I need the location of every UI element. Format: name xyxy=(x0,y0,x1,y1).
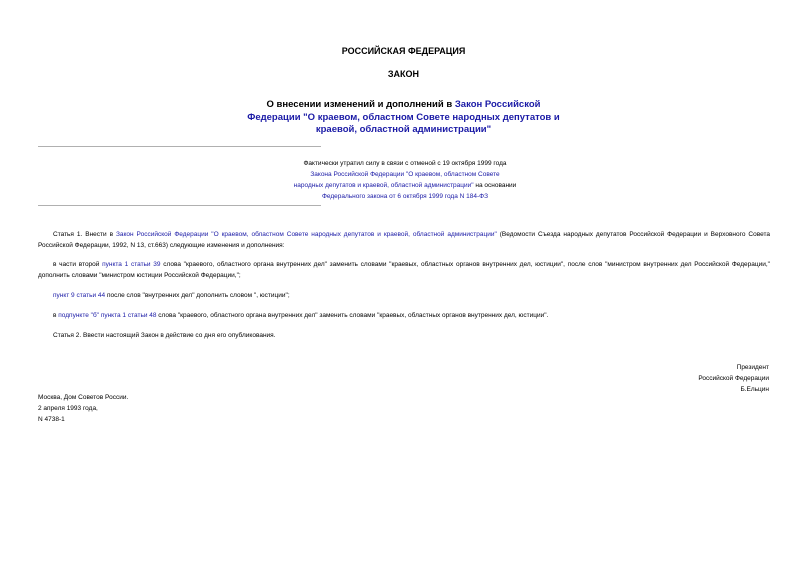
article-1-text: (Ведомости Съезда народных депутатов Российской Федерации и Верховного Совета Российской Федерации, 1992, N 13, ст.663) следующие изменения и дополнения: xyxy=(38,231,771,249)
signature-block xyxy=(560,362,769,395)
title-law-link-1[interactable]: Закон Российской xyxy=(454,99,541,110)
signature-name: Б.Ельцин xyxy=(740,386,769,393)
article-2: Статья 2. Ввести настоящий Закон в действие со дня его опубликования. xyxy=(53,332,276,339)
title-prefix: О внесении изменений и дополнений в xyxy=(266,99,455,110)
title-line-1 xyxy=(0,99,807,112)
note-repealing-law-link-2[interactable]: народных депутатов и краевой, областной администрации" xyxy=(293,182,474,189)
title-law-link-3[interactable]: краевой, областной администрации" xyxy=(315,124,492,135)
note-line-1: Фактически утратил силу в связи с отменой с 19 октября 1999 года xyxy=(303,160,507,167)
signature-country: Российской Федерации xyxy=(698,375,769,382)
paragraph-1-link[interactable]: пункта 1 статьи 39 xyxy=(102,261,161,268)
law-number: N 4738-1 xyxy=(38,416,65,423)
note-repealing-law-link-1[interactable]: Закона Российской Федерации "О краевом, областном Совете xyxy=(310,171,500,178)
paragraph-3 xyxy=(53,310,770,321)
article-1-prefix: Статья 1. Внести в xyxy=(53,231,116,238)
title-law-link-2[interactable]: Федерации "О краевом, областном Совете народных депутатов и xyxy=(247,111,560,123)
paragraph-2-text: после слов "внутренних дел" дополнить словом ", юстиции"; xyxy=(105,292,290,299)
document-type-heading: ЗАКОН xyxy=(387,69,420,79)
paragraph-3-link-1[interactable]: подпункте "б" xyxy=(58,312,99,319)
note-line-3 xyxy=(250,180,560,191)
article-1-law-link[interactable]: Закон Российской Федерации "О краевом, областном Совете народных депутатов и краевой, областной администрации" xyxy=(115,231,497,238)
document-title xyxy=(0,99,807,137)
place-date-block xyxy=(38,392,338,425)
paragraph-3-prefix: в xyxy=(53,312,59,319)
paragraph-1-text: слова "краевого, областного органа внутренних дел" заменить словами "краевых, областных органов внутренних дел, юстиции", после слов "министром внутренних дел Российской Федерации," дополнить словами "министром юстиции Российской Федерации,"; xyxy=(38,261,770,279)
paragraph-3-link-2[interactable]: пункта 1 статьи 48 xyxy=(100,312,157,319)
place: Москва, Дом Советов России. xyxy=(38,394,129,401)
country-heading: РОССИЙСКАЯ ФЕДЕРАЦИЯ xyxy=(341,46,466,56)
status-note xyxy=(250,158,560,202)
note-federal-law-link[interactable]: Федерального закона от 6 октября 1999 года N 184-ФЗ xyxy=(321,193,489,200)
top-divider xyxy=(38,146,321,147)
date: 2 апреля 1993 года, xyxy=(38,405,98,412)
signature-title: Президент xyxy=(736,364,769,371)
article-1 xyxy=(38,229,770,251)
paragraph-2-link[interactable]: пункт 9 статьи 44 xyxy=(53,292,106,299)
paragraph-2 xyxy=(53,290,770,301)
paragraph-1-prefix: в части второй xyxy=(53,261,103,268)
paragraph-1 xyxy=(38,259,770,281)
bottom-divider xyxy=(38,205,321,206)
paragraph-3-text: слова "краевого, областного органа внутренних дел" заменить словами "краевых, областных органов внутренних дел, юстиции". xyxy=(156,312,549,319)
note-line-3-text: на основании xyxy=(473,182,517,189)
